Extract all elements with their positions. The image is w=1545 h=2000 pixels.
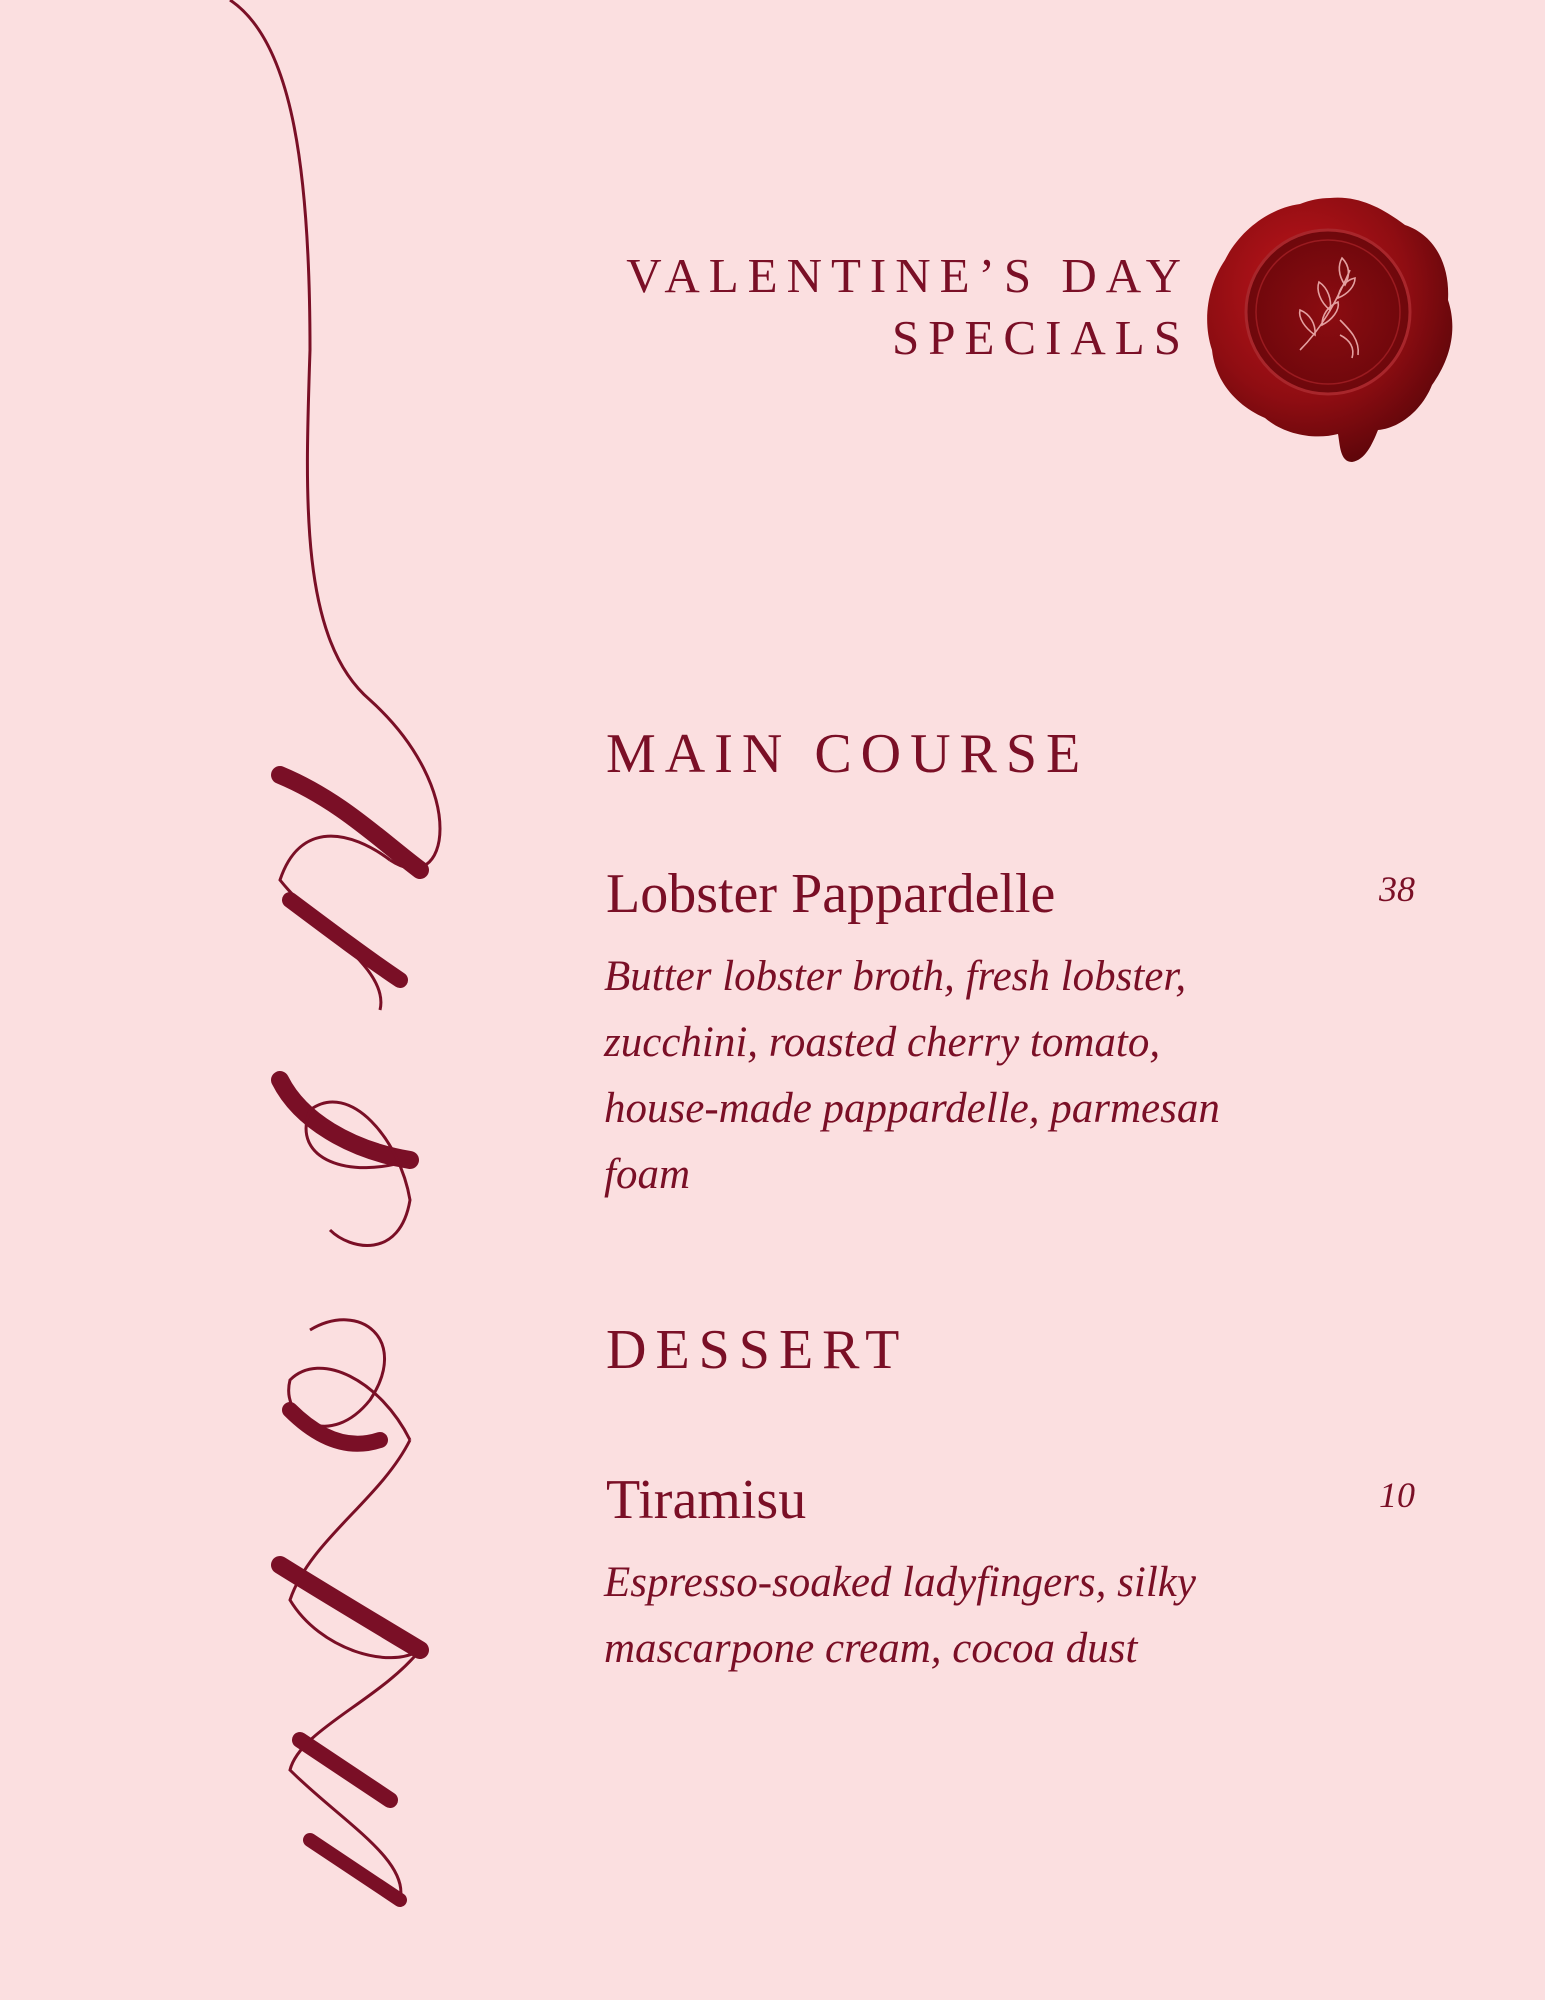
item-description-lobster-pappardelle xyxy=(604,944,1324,1208)
description-line: zucchini, roasted cherry tomato, xyxy=(604,1019,1161,1066)
description-line: mascarpone cream, cocoa dust xyxy=(604,1625,1138,1672)
section-title-main-course: MAIN COURSE xyxy=(606,723,1090,785)
description-line: foam xyxy=(604,1151,690,1198)
menu-header xyxy=(626,245,1190,369)
item-description-tiramisu xyxy=(604,1550,1324,1682)
item-price-tiramisu: 10 xyxy=(1379,1475,1415,1515)
header-line-2: SPECIALS xyxy=(891,310,1190,365)
item-name-tiramisu: Tiramisu xyxy=(606,1469,807,1531)
wax-seal-image xyxy=(1200,190,1460,470)
item-price-lobster-pappardelle: 38 xyxy=(1379,869,1415,909)
description-line: Espresso-soaked ladyfingers, silky xyxy=(604,1559,1196,1606)
description-line: Butter lobster broth, fresh lobster, xyxy=(604,953,1187,1000)
menu-script-lettering xyxy=(150,0,550,2000)
header-line-1: VALENTINE’S DAY xyxy=(626,248,1190,303)
section-title-dessert: DESSERT xyxy=(606,1319,909,1381)
item-name-lobster-pappardelle: Lobster Pappardelle xyxy=(606,863,1056,925)
description-line: house-made pappardelle, parmesan xyxy=(604,1085,1220,1132)
